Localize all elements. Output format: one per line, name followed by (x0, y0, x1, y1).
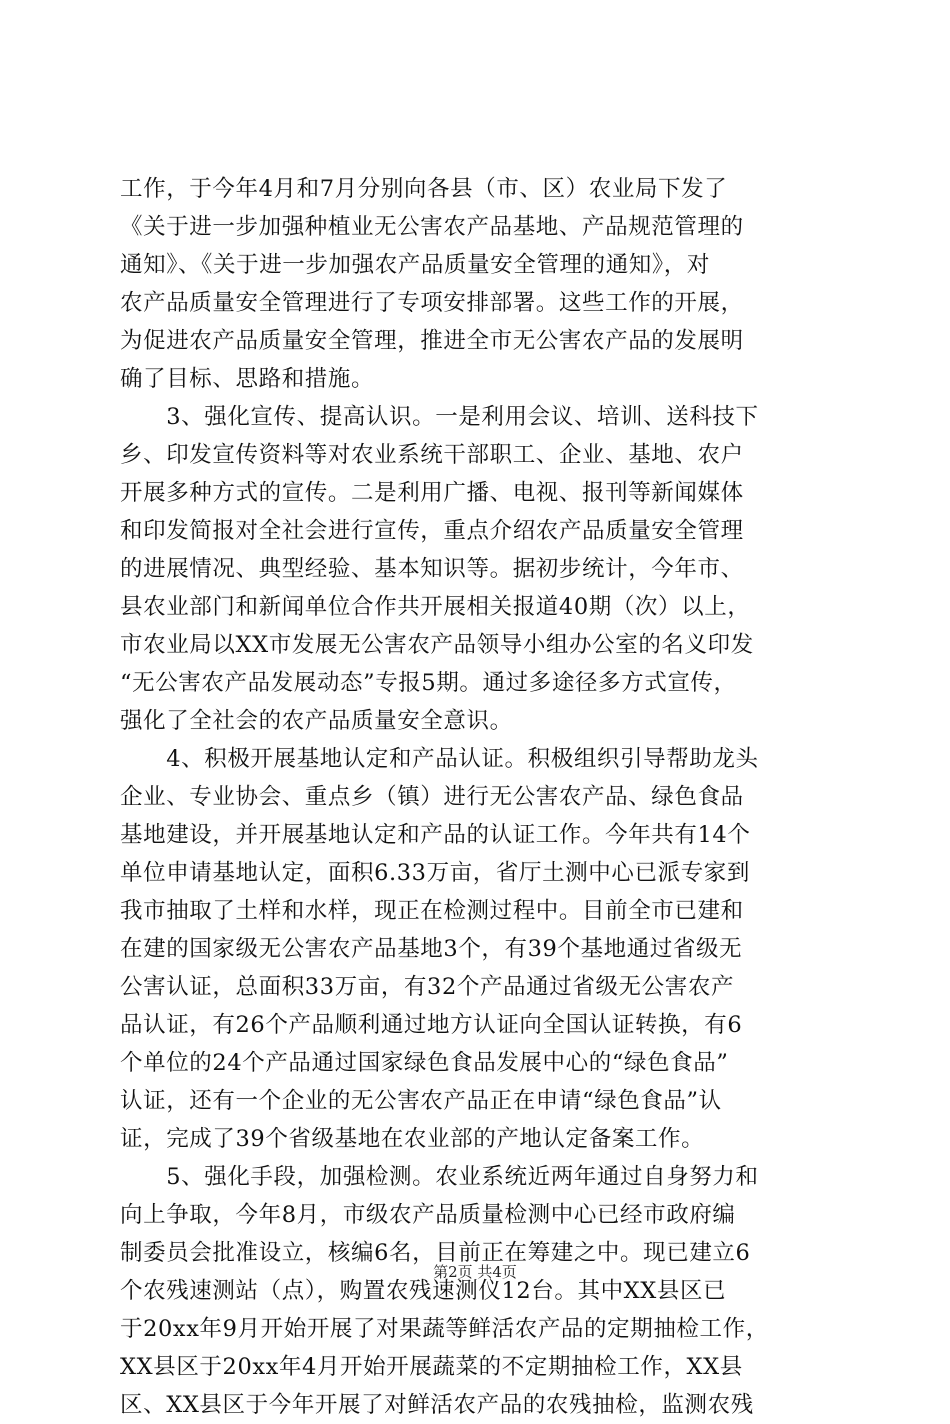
text-line: 强化了全社会的农产品质量安全意识。 (120, 708, 513, 734)
text-line: 农产品质量安全管理进行了专项安排部署。这些工作的开展， (120, 290, 744, 316)
text-line: 个农残速测站（点），购置农残速测仪12台。其中XX县区已 (120, 1278, 727, 1304)
text-line: 3、强化宣传、提高认识。一是利用会议、培训、送科技下 (120, 404, 759, 430)
text-line: 通知》、《关于进一步加强农产品质量安全管理的通知》，对 (120, 252, 710, 278)
text-line: 《关于进一步加强种植业无公害农产品基地、产品规范管理的 (120, 214, 744, 240)
text-line: 4、积极开展基地认定和产品认证。积极组织引导帮助龙头 (120, 746, 759, 772)
text-line: 向上争取，今年8月，市级农产品质量检测中心已经市政府编 (120, 1202, 736, 1228)
page-number-label: 第2页 共4页 (433, 1263, 517, 1281)
text-line: 的进展情况、典型经验、基本知识等。据初步统计，今年市、 (120, 556, 744, 582)
text-line: 于20xx年9月开始开展了对果蔬等鲜活农产品的定期抽检工作， (120, 1316, 769, 1342)
text-line: 市农业局以XX市发展无公害农产品领导小组办公室的名义印发 (120, 632, 754, 658)
text-line: 为促进农产品质量安全管理，推进全市无公害农产品的发展明 (120, 328, 744, 354)
text-line: 单位申请基地认定，面积6.33万亩，省厅土测中心已派专家到 (120, 860, 750, 886)
text-line: 乡、印发宣传资料等对农业系统干部职工、企业、基地、农户 (120, 442, 744, 468)
text-line: 企业、专业协会、重点乡（镇）进行无公害农产品、绿色食品 (120, 784, 744, 810)
body-text (120, 170, 840, 1424)
text-line: 和印发简报对全社会进行宣传，重点介绍农产品质量安全管理 (120, 518, 744, 544)
text-line: XX县区于20xx年4月开始开展蔬菜的不定期抽检工作，XX县 (120, 1354, 743, 1380)
text-line: 基地建设，并开展基地认定和产品的认证工作。今年共有14个 (120, 822, 751, 848)
text-line: 认证，还有一个企业的无公害农产品正在申请“绿色食品”认 (120, 1088, 722, 1114)
text-line: 在建的国家级无公害农产品基地3个，有39个基地通过省级无 (120, 936, 743, 962)
text-line: 确了目标、思路和措施。 (120, 366, 375, 392)
text-line: 区、XX县区于今年开展了对鲜活农产品的农残抽检，监测农残 (120, 1392, 754, 1418)
text-line: 公害认证，总面积33万亩，有32个产品通过省级无公害农产 (120, 974, 735, 1000)
text-line: 制委员会批准设立，核编6名，目前正在筹建之中。现已建立6 (120, 1240, 751, 1266)
text-line: 证，完成了39个省级基地在农业部的产地认定备案工作。 (120, 1126, 705, 1152)
page-footer (0, 1262, 950, 1282)
text-line: 县农业部门和新闻单位合作共开展相关报道40期（次）以上， (120, 594, 751, 620)
text-line: 个单位的24个产品通过国家绿色食品发展中心的“绿色食品” (120, 1050, 729, 1076)
text-line: 我市抽取了土样和水样，现正在检测过程中。目前全市已建和 (120, 898, 744, 924)
text-line: “无公害农产品发展动态”专报5期。通过多途径多方式宣传， (120, 670, 737, 696)
text-line: 工作，于今年4月和7月分别向各县（市、区）农业局下发了 (120, 176, 728, 202)
text-line: 5、强化手段，加强检测。农业系统近两年通过自身努力和 (120, 1164, 759, 1190)
text-line: 品认证，有26个产品顺利通过地方认证向全国认证转换，有6 (120, 1012, 743, 1038)
text-line: 开展多种方式的宣传。二是利用广播、电视、报刊等新闻媒体 (120, 480, 744, 506)
